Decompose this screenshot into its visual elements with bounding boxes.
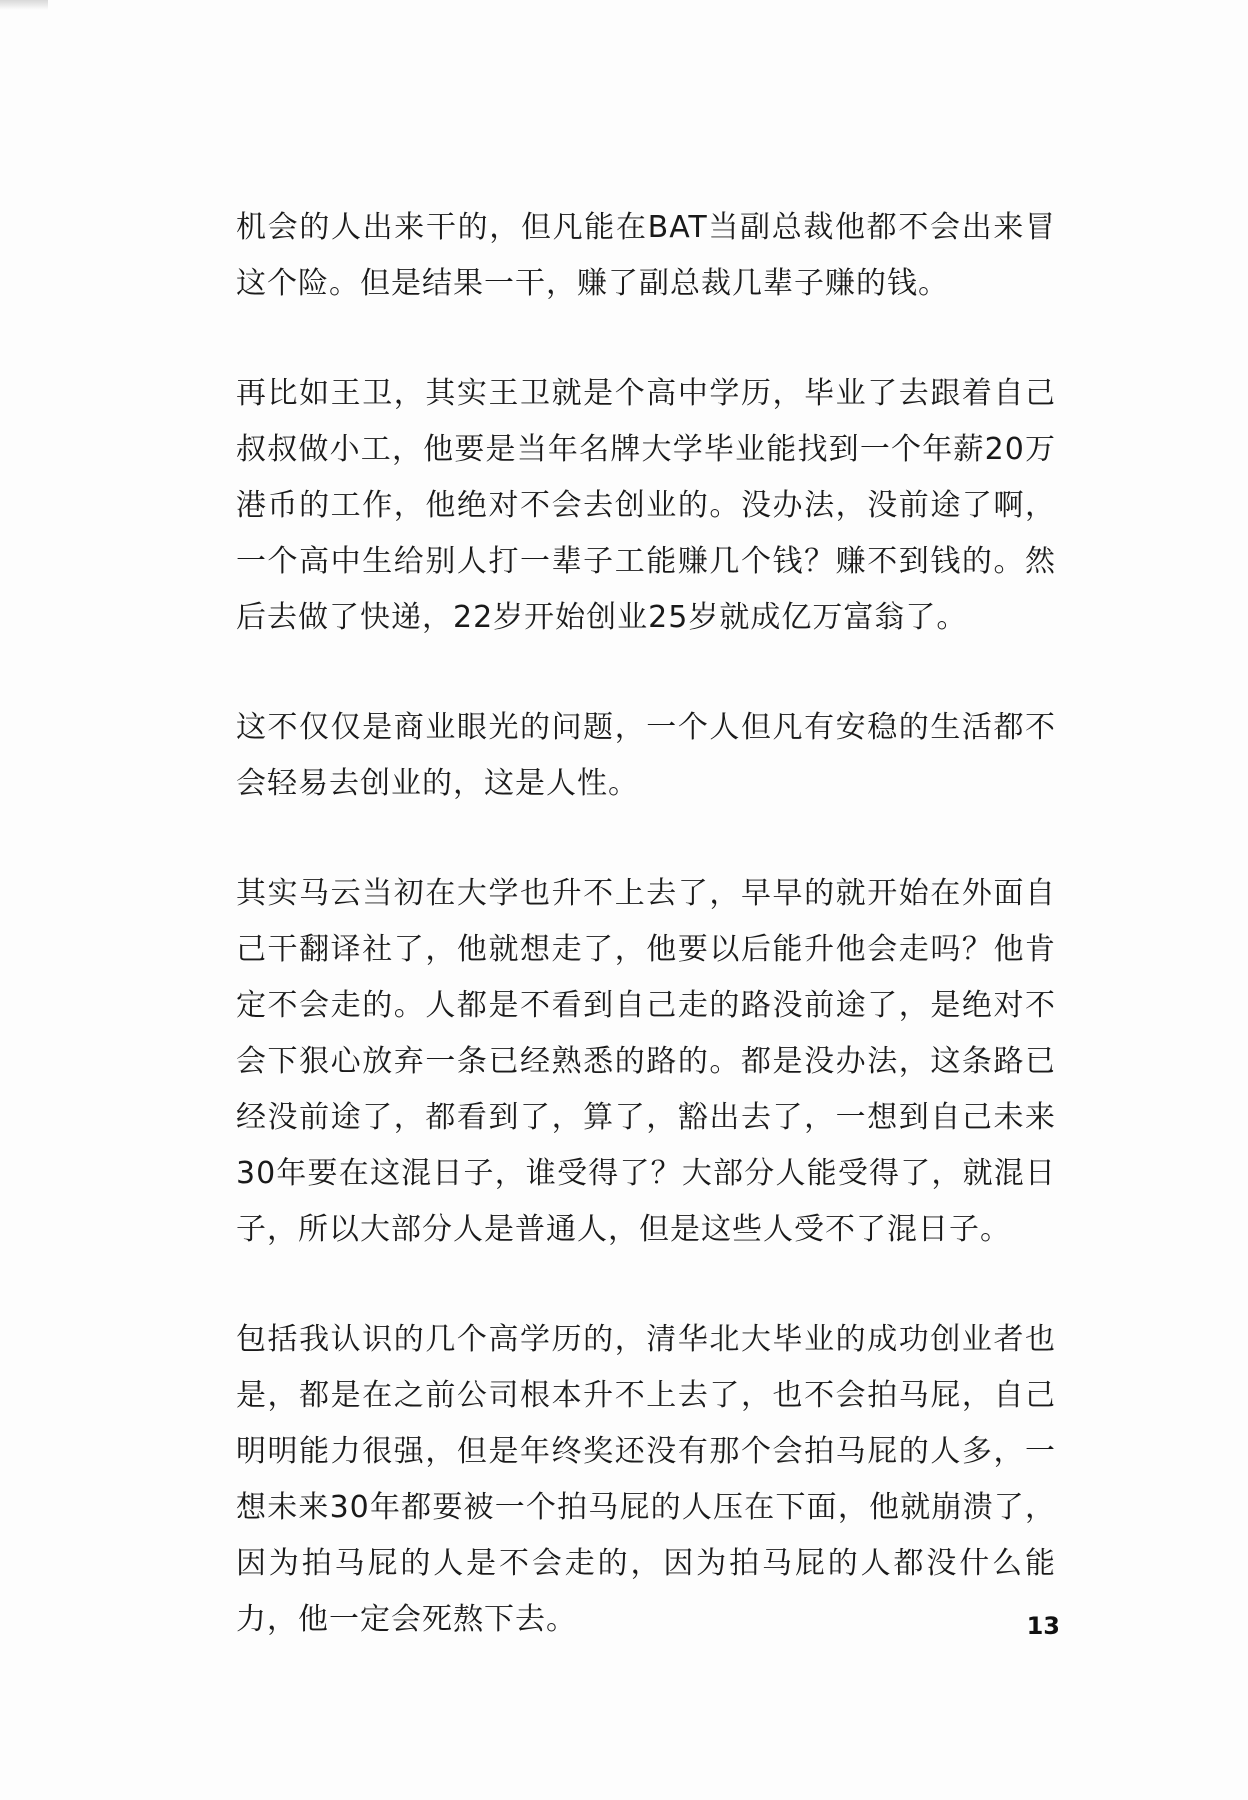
paragraph-3: 这不仅仅是商业眼光的问题，一个人但凡有安稳的生活都不会轻易去创业的，这是人性。 — [236, 710, 1056, 801]
paragraph-2: 再比如王卫，其实王卫就是个高中学历，毕业了去跟着自己叔叔做小工，他要是当年名牌大学毕业能找到一个年薪20万港币的工作，他绝对不会去创业的。没办法，没前途了啊，一个高中生给别人打一辈子工能赚几个钱？赚不到钱的。然后去做了快递，22岁开始创业25岁就成亿万富翁了。 — [236, 376, 1056, 635]
scan-edge-mark — [0, 0, 48, 10]
page-number: 13 — [1026, 1612, 1060, 1640]
paragraph-4: 其实马云当初在大学也升不上去了，早早的就开始在外面自己干翻译社了，他就想走了，他要以后能升他会走吗？他肯定不会走的。人都是不看到自己走的路没前途了，是绝对不会下狠心放弃一条已经熟悉的路的。都是没办法，这条路已经没前途了，都看到了，算了，豁出去了，一想到自己未来30年要在这混日子，谁受得了？大部分人能受得了，就混日子，所以大部分人是普通人，但是这些人受不了混日子。 — [236, 876, 1056, 1247]
paragraph-spacer — [236, 646, 1056, 700]
paragraph-spacer — [236, 812, 1056, 866]
paragraph-spacer — [236, 312, 1056, 366]
paragraph-1: 机会的人出来干的，但凡能在BAT当副总裁他都不会出来冒这个险。但是结果一干，赚了副总裁几辈子赚的钱。 — [236, 210, 1056, 301]
body-text — [236, 200, 1056, 1648]
paragraph-5: 包括我认识的几个高学历的，清华北大毕业的成功创业者也是，都是在之前公司根本升不上去了，也不会拍马屁，自己明明能力很强，但是年终奖还没有那个会拍马屁的人多，一想未来30年都要被一个拍马屁的人压在下面，他就崩溃了，因为拍马屁的人是不会走的，因为拍马屁的人都没什么能力，他一定会死熬下去。 — [236, 1322, 1056, 1637]
paragraph-spacer — [236, 1258, 1056, 1312]
